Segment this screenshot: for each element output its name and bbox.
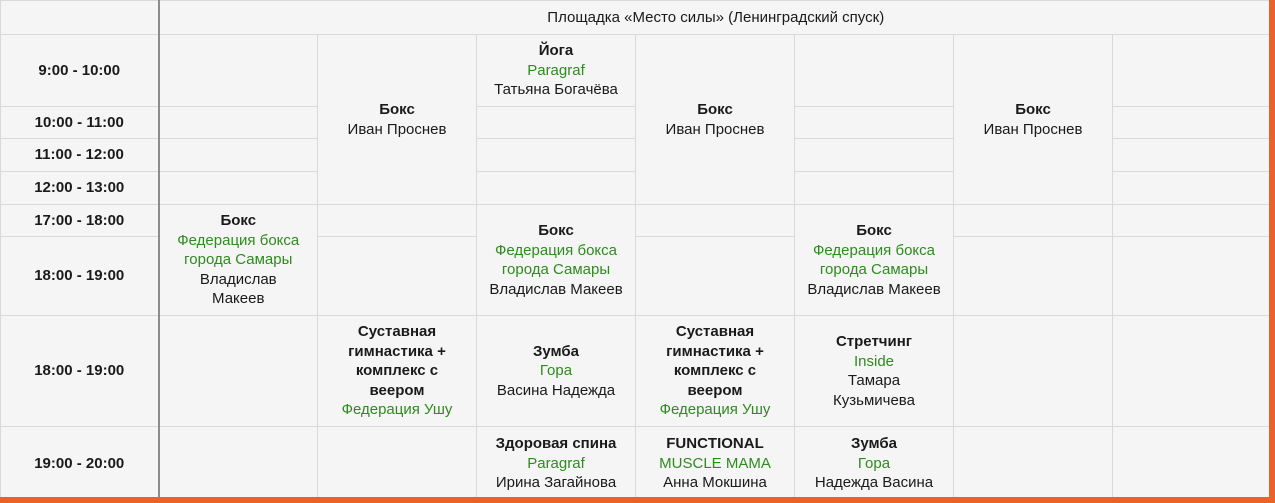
- class-trainer: Татьяна Богачёва: [494, 81, 618, 99]
- class-org: Paragraf: [527, 454, 585, 472]
- frame-right-border: [1269, 0, 1275, 503]
- class-org: Федерация бокса: [495, 241, 617, 259]
- class-title: веером: [369, 381, 425, 399]
- frame-bottom-border: [0, 497, 1275, 503]
- class-stretch-c5[interactable]: [795, 316, 954, 427]
- class-title: комплекс с: [673, 362, 757, 380]
- empty-cell: [1113, 172, 1273, 205]
- empty-cell: [954, 316, 1113, 427]
- class-org: Федерация Ушу: [659, 401, 771, 419]
- class-joint-c4[interactable]: [636, 316, 795, 427]
- class-title: комплекс с: [355, 362, 439, 380]
- class-title: Суставная: [675, 323, 755, 341]
- empty-cell: [159, 35, 318, 107]
- header-corner: [1, 1, 159, 35]
- table-row: [1, 316, 1273, 427]
- empty-cell: [1113, 107, 1273, 139]
- empty-cell: [1113, 237, 1273, 316]
- class-org: Гора: [857, 454, 891, 472]
- venue-header: Площадка «Место силы» (Ленинградский спуск): [159, 1, 1273, 35]
- class-org: Гора: [539, 362, 573, 380]
- time-slot: 18:00 - 19:00: [1, 316, 159, 427]
- empty-cell: [1113, 35, 1273, 107]
- class-org: Федерация бокса: [813, 241, 935, 259]
- class-box-fed-c3[interactable]: [477, 205, 636, 316]
- empty-cell: [159, 139, 318, 172]
- empty-cell: [318, 205, 477, 237]
- class-box-c2[interactable]: [318, 35, 477, 205]
- time-slot: 17:00 - 18:00: [1, 205, 159, 237]
- class-title: Бокс: [697, 101, 733, 118]
- class-title: Суставная: [357, 323, 437, 341]
- empty-cell: [318, 427, 477, 501]
- class-title: Бокс: [538, 222, 574, 239]
- empty-cell: [1113, 139, 1273, 172]
- empty-cell: [159, 172, 318, 205]
- class-trainer: Макеев: [212, 290, 265, 308]
- time-slot: 10:00 - 11:00: [1, 107, 159, 139]
- class-zumba-c5[interactable]: [795, 427, 954, 501]
- class-back-c3[interactable]: [477, 427, 636, 501]
- empty-cell: [159, 107, 318, 139]
- class-title: FUNCTIONAL: [666, 435, 764, 453]
- class-org: Федерация Ушу: [341, 401, 453, 419]
- class-joint-c2[interactable]: [318, 316, 477, 427]
- empty-cell: [954, 427, 1113, 501]
- class-org: города Самары: [184, 251, 293, 269]
- class-box-c4[interactable]: [636, 35, 795, 205]
- empty-cell: [954, 237, 1113, 316]
- empty-cell: [1113, 316, 1273, 427]
- empty-cell: [795, 139, 954, 172]
- class-title: гимнастика +: [348, 342, 446, 360]
- time-slot: 18:00 - 19:00: [1, 237, 159, 316]
- class-title: Йога: [538, 42, 574, 60]
- time-slot: 9:00 - 10:00: [1, 35, 159, 107]
- class-title: гимнастика +: [666, 342, 764, 360]
- class-title: Бокс: [1015, 101, 1051, 118]
- class-title: Зумба: [532, 342, 580, 360]
- class-trainer: Владислав: [199, 270, 277, 288]
- class-title: Зумба: [850, 435, 898, 453]
- class-yoga[interactable]: [477, 35, 636, 107]
- class-box-fed-c5[interactable]: [795, 205, 954, 316]
- class-trainer: Иван Проснев: [347, 120, 447, 138]
- class-org: Федерация бокса: [177, 231, 300, 249]
- table-row: [1, 35, 1273, 107]
- empty-cell: [318, 237, 477, 316]
- class-org: города Самары: [819, 261, 929, 278]
- time-slot: 11:00 - 12:00: [1, 139, 159, 172]
- class-title: Бокс: [856, 222, 892, 239]
- class-trainer: Ирина Загайнова: [495, 474, 617, 492]
- class-trainer: Надежда Васина: [814, 474, 934, 492]
- class-trainer: Иван Проснев: [983, 120, 1083, 138]
- empty-cell: [159, 316, 318, 427]
- empty-cell: [954, 205, 1113, 237]
- time-slot: 19:00 - 20:00: [1, 427, 159, 501]
- class-box-fed-c1[interactable]: [159, 205, 318, 316]
- empty-cell: [795, 107, 954, 139]
- class-trainer: Тамара: [847, 372, 901, 389]
- class-trainer: Анна Мокшина: [663, 474, 767, 492]
- class-title: Здоровая спина: [495, 435, 617, 453]
- class-trainer: Владислав Макеев: [807, 280, 941, 298]
- class-title: Бокс: [379, 101, 415, 118]
- class-org: MUSCLE MAMA: [659, 454, 771, 472]
- class-trainer: Кузьмичева: [833, 391, 915, 409]
- header-row: [1, 1, 1273, 35]
- empty-cell: [795, 172, 954, 205]
- table-row: [1, 205, 1273, 237]
- empty-cell: [1113, 427, 1273, 501]
- empty-cell: [795, 35, 954, 107]
- class-trainer: Васина Надежда: [496, 381, 616, 399]
- empty-cell: [636, 237, 795, 316]
- class-trainer: Иван Проснев: [665, 120, 765, 138]
- class-zumba-c3[interactable]: [477, 316, 636, 427]
- class-org: Paragraf: [527, 61, 585, 79]
- empty-cell: [159, 427, 318, 501]
- empty-cell: [636, 205, 795, 237]
- class-title: Стретчинг: [835, 333, 913, 350]
- table-row: [1, 427, 1273, 501]
- time-slot: 12:00 - 13:00: [1, 172, 159, 205]
- empty-cell: [477, 139, 636, 172]
- class-title: Бокс: [220, 212, 257, 230]
- class-title: веером: [687, 381, 743, 399]
- class-box-c6[interactable]: [954, 35, 1113, 205]
- empty-cell: [477, 172, 636, 205]
- class-functional-c4[interactable]: [636, 427, 795, 501]
- class-org: города Самары: [501, 261, 611, 278]
- class-org: Inside: [853, 352, 895, 370]
- empty-cell: [477, 107, 636, 139]
- empty-cell: [1113, 205, 1273, 237]
- class-trainer: Владислав Макеев: [489, 280, 623, 298]
